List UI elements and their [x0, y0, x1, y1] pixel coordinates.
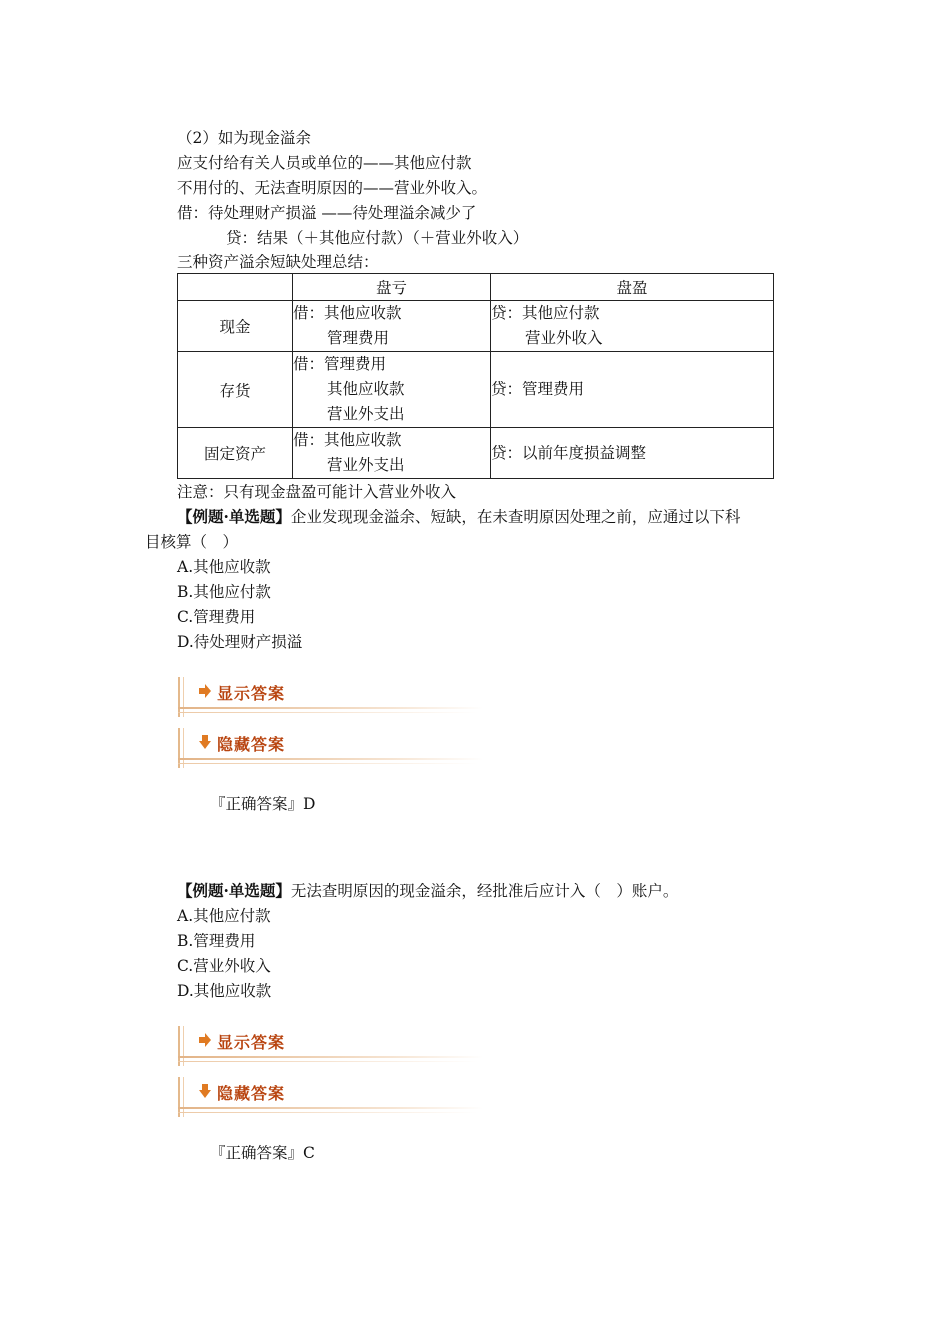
question-tag: 【例题·单选题】 [177, 881, 291, 900]
hide-answer-label: 隐藏答案 [217, 1084, 286, 1103]
table-header-cell: 盘盈 [491, 274, 774, 301]
divider [178, 1077, 180, 1117]
option-d: D.其他应收款 [177, 982, 272, 1000]
note-text: 注意：只有现金盘盈可能计入营业外收入 [177, 483, 457, 501]
divider [178, 1056, 483, 1058]
show-answer-button[interactable] [178, 1026, 488, 1066]
cell-line: 其他应收款 [327, 380, 405, 398]
divider [183, 1026, 184, 1066]
arrow-down-icon [198, 1083, 212, 1099]
loss-cell [293, 428, 491, 479]
cell-line: 营业外支出 [327, 456, 405, 474]
row-label: 现金 [178, 301, 293, 352]
divider [178, 728, 180, 768]
loss-cell [293, 352, 491, 428]
option-b: B.管理费用 [177, 932, 256, 950]
show-answer-button[interactable] [178, 677, 488, 717]
option-c: C.营业外收入 [177, 957, 271, 975]
table-row [178, 428, 774, 479]
cell-line: 借：管理费用 [293, 355, 387, 373]
show-answer-label: 显示答案 [217, 1033, 286, 1052]
text-line: 贷：结果（＋其他应付款）（＋营业外收入） [226, 229, 529, 247]
text-line: 应支付给有关人员或单位的——其他应付款 [177, 154, 472, 172]
summary-table [177, 273, 774, 479]
option-a: A.其他应付款 [177, 907, 271, 925]
question-text-cont: 目核算（ ） [145, 533, 239, 551]
gain-cell [491, 301, 774, 352]
arrow-right-icon [198, 683, 212, 699]
option-b: B.其他应付款 [177, 583, 271, 601]
divider [178, 1107, 483, 1109]
question-stem [177, 881, 678, 901]
cell-line: 借：其他应收款 [293, 304, 402, 322]
divider [178, 758, 483, 760]
divider [183, 1077, 184, 1117]
option-d: D.待处理财产损溢 [177, 633, 303, 651]
correct-answer: 『正确答案』C [210, 1144, 315, 1162]
cell-line: 借：其他应收款 [293, 431, 402, 449]
table-header-cell: 盘亏 [293, 274, 491, 301]
arrow-right-icon [198, 1032, 212, 1048]
divider [183, 728, 184, 768]
question-stem [177, 507, 740, 527]
question-tag: 【例题·单选题】 [177, 507, 291, 526]
table-row [178, 352, 774, 428]
divider [178, 677, 180, 717]
divider [178, 712, 478, 713]
correct-answer: 『正确答案』D [210, 795, 316, 813]
text-line: 借：待处理财产损溢 ——待处理溢余减少了 [177, 204, 477, 222]
row-label: 固定资产 [178, 428, 293, 479]
table-row [178, 301, 774, 352]
arrow-down-icon [198, 734, 212, 750]
option-c: C.管理费用 [177, 608, 256, 626]
cell-line: 贷：以前年度损益调整 [491, 443, 647, 462]
summary-title: 三种资产溢余短缺处理总结： [177, 253, 379, 271]
option-a: A.其他应收款 [177, 558, 271, 576]
question-text: 无法查明原因的现金溢余，经批准后应计入（ ）账户。 [290, 882, 679, 900]
hide-answer-button[interactable] [178, 1077, 488, 1117]
hide-answer-button[interactable] [178, 728, 488, 768]
section-heading: （2）如为现金溢余 [177, 129, 311, 147]
text-line: 不用付的、无法查明原因的——营业外收入。 [177, 179, 488, 197]
table-header-cell [178, 274, 293, 301]
divider [178, 1026, 180, 1066]
gain-cell [491, 428, 774, 479]
divider [178, 1061, 478, 1062]
cell-line: 营业外收入 [525, 329, 603, 347]
show-answer-label: 显示答案 [217, 684, 286, 703]
cell-line: 贷：其他应付款 [491, 304, 600, 322]
loss-cell [293, 301, 491, 352]
question-text: 企业发现现金溢余、短缺，在未查明原因处理之前，应通过以下科 [290, 508, 741, 526]
hide-answer-label: 隐藏答案 [217, 735, 286, 754]
row-label: 存货 [178, 352, 293, 428]
cell-line: 营业外支出 [327, 405, 405, 423]
divider [178, 763, 478, 764]
divider [183, 677, 184, 717]
divider [178, 1112, 478, 1113]
divider [178, 707, 483, 709]
cell-line: 管理费用 [327, 329, 390, 347]
table-header-row [178, 274, 774, 301]
cell-line: 贷：管理费用 [491, 380, 585, 398]
gain-cell [491, 352, 774, 428]
